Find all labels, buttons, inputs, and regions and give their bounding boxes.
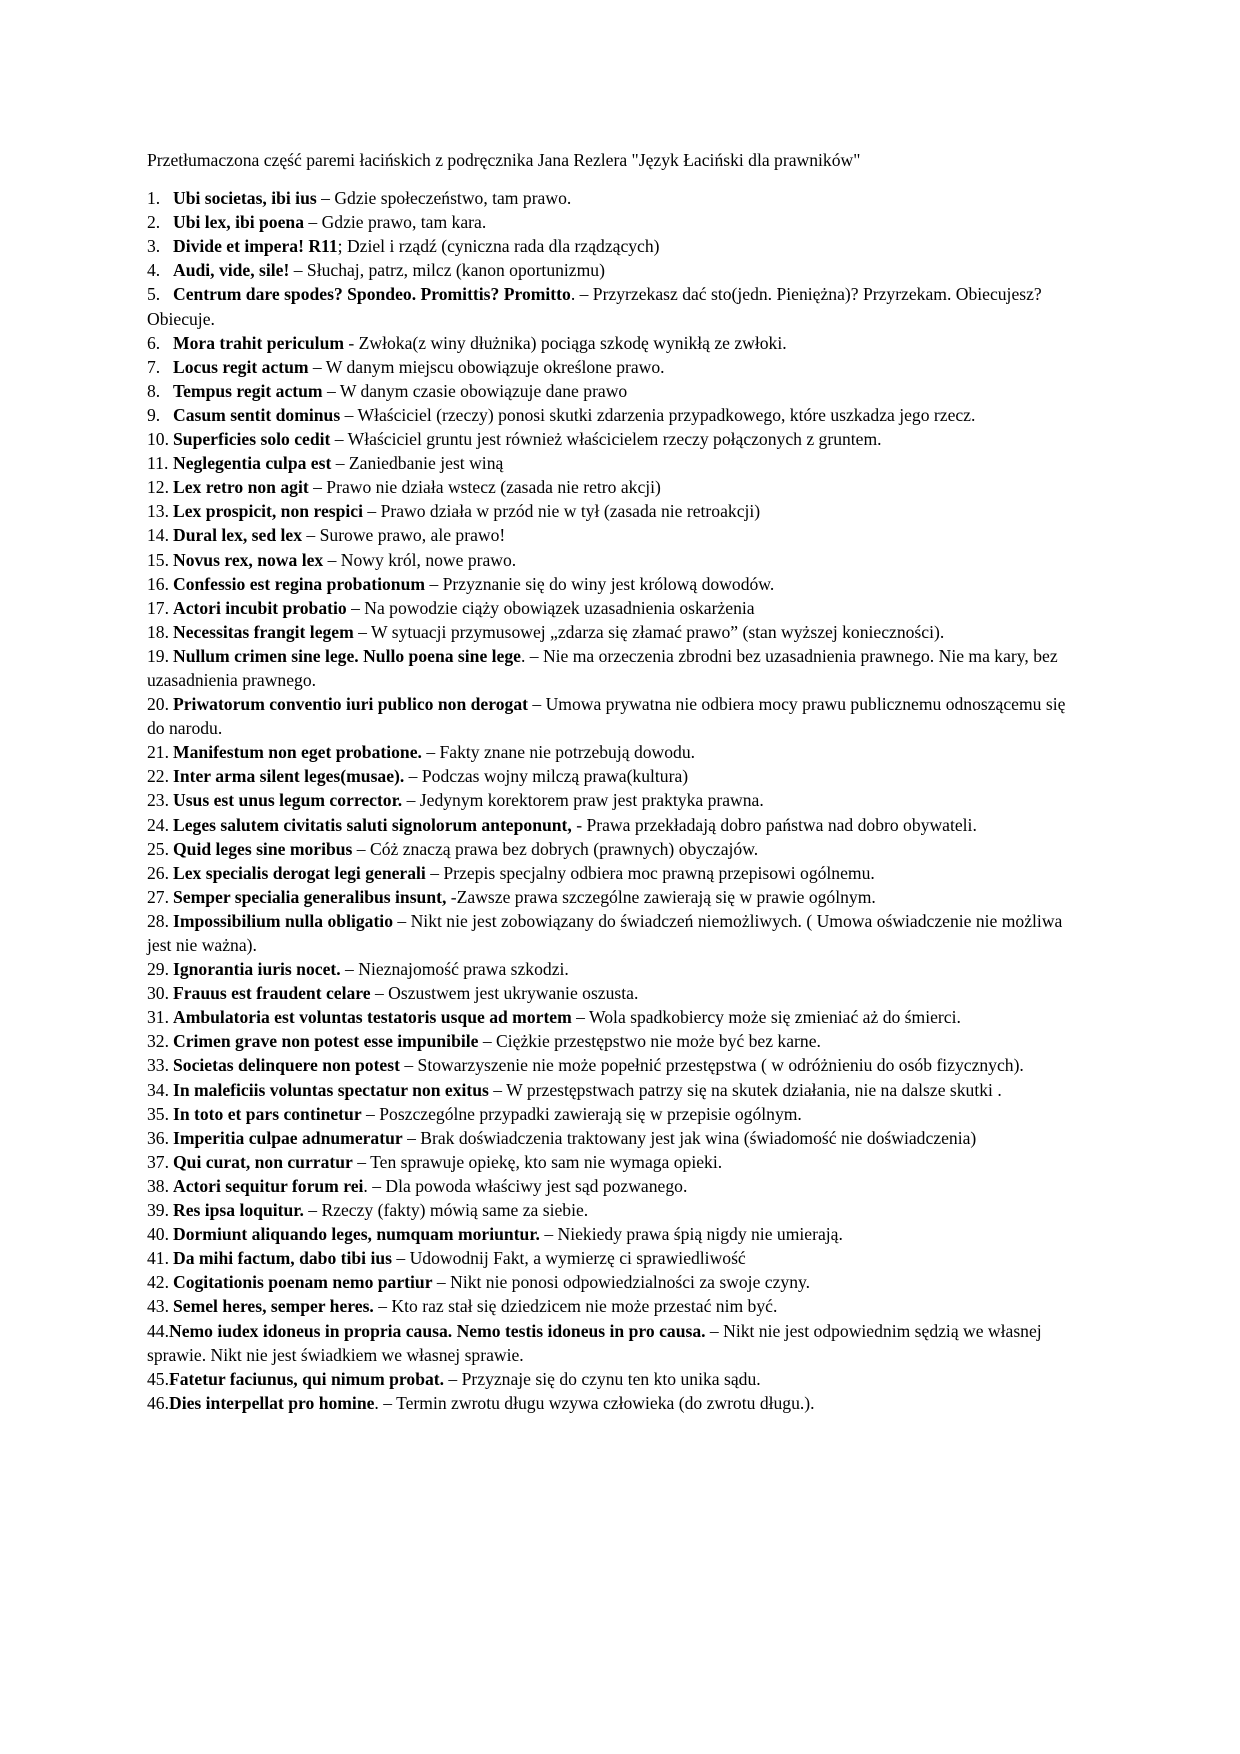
polish-translation: – Gdzie społeczeństwo, tam prawo.: [316, 188, 572, 209]
list-item: [147, 861, 1087, 885]
polish-translation: – Brak doświadczenia traktowany jest jak wina (świadomość nie doświadczenia): [402, 1127, 977, 1148]
polish-translation: ; Dziel i rządź (cyniczna rada dla rządzących): [337, 236, 660, 257]
latin-maxim: Ambulatoria est voluntas testatoris usque ad mortem: [173, 1007, 572, 1028]
polish-translation: – Zaniedbanie jest winą: [331, 453, 504, 474]
latin-maxim: Divide et impera! R11: [173, 236, 338, 257]
latin-maxim: Manifestum non eget probatione.: [173, 742, 422, 763]
list-item: [147, 740, 1087, 764]
item-number: 38.: [147, 1175, 169, 1196]
item-number: 7.: [147, 356, 161, 377]
list-item: [147, 403, 1087, 427]
latin-maxim: Semper specialia generalibus insunt,: [173, 886, 447, 907]
polish-translation: - Prawa przekładają dobro państwa nad dobro obywateli.: [571, 814, 977, 835]
polish-translation: – Niekiedy prawa śpią nigdy nie umierają.: [539, 1224, 843, 1245]
list-item: [147, 499, 1087, 523]
item-number: 14.: [147, 525, 169, 546]
list-item: [147, 1294, 1087, 1318]
item-number: 16.: [147, 573, 169, 594]
list-item: [147, 596, 1087, 620]
polish-translation: – Udowodnij Fakt, a wymierzę ci sprawiedliwość: [391, 1248, 746, 1269]
list-item: [147, 957, 1087, 981]
polish-translation: – Cóż znaczą prawa bez dobrych (prawnych) obyczajów.: [352, 838, 759, 859]
latin-maxim: Audi, vide, sile!: [173, 260, 290, 281]
polish-translation: – Rzeczy (fakty) mówią same za siebie.: [303, 1200, 589, 1221]
list-item: [147, 234, 1087, 258]
item-number: 32.: [147, 1031, 169, 1052]
list-item: [147, 788, 1087, 812]
polish-translation: – Nikt nie ponosi odpowiedzialności za swoje czyny.: [432, 1272, 811, 1293]
list-item: [147, 355, 1087, 379]
list-item: [147, 1174, 1087, 1198]
item-number: 8.: [147, 380, 161, 401]
polish-translation: – Właściciel (rzeczy) ponosi skutki zdarzenia przypadkowego, które uszkadza jego rzecz.: [340, 404, 976, 425]
polish-translation: – Podczas wojny milczą prawa(kultura): [404, 766, 689, 787]
list-item: [147, 644, 1087, 692]
item-number: 34.: [147, 1079, 169, 1100]
latin-maxim: Cogitationis poenam nemo partiur: [173, 1272, 433, 1293]
list-item: [147, 523, 1087, 547]
latin-maxim: Novus rex, nowa lex: [173, 549, 324, 570]
item-number: 5.: [147, 284, 161, 305]
latin-maxim: Impossibilium nulla obligatio: [173, 910, 393, 931]
polish-translation: – W danym czasie obowiązuje dane prawo: [322, 380, 628, 401]
item-number: 27.: [147, 886, 169, 907]
latin-maxim: Actori sequitur forum rei: [173, 1175, 364, 1196]
latin-maxim: Necessitas frangit legem: [173, 621, 354, 642]
item-number: 37.: [147, 1151, 169, 1172]
item-number: 42.: [147, 1272, 169, 1293]
list-item: [147, 692, 1087, 740]
polish-translation: – Surowe prawo, ale prawo!: [302, 525, 506, 546]
latin-maxim: Da mihi factum, dabo tibi ius: [173, 1248, 392, 1269]
latin-maxim: Imperitia culpae adnumeratur: [173, 1127, 403, 1148]
list-item: [147, 1198, 1087, 1222]
list-item: [147, 909, 1087, 957]
polish-translation: – Gdzie prawo, tam kara.: [304, 212, 487, 233]
list-item: [147, 1270, 1087, 1294]
item-number: 29.: [147, 959, 169, 980]
item-number: 36.: [147, 1127, 169, 1148]
item-number: 6.: [147, 332, 161, 353]
list-item: [147, 837, 1087, 861]
polish-translation: – Wola spadkobiercy może się zmieniać aż do śmierci.: [571, 1007, 961, 1028]
latin-maxim: Ubi societas, ibi ius: [173, 188, 317, 209]
paremia-list: [147, 186, 1087, 1415]
latin-maxim: Inter arma silent leges(musae).: [173, 766, 405, 787]
polish-translation: – Na powodzie ciąży obowiązek uzasadnienia oskarżenia: [346, 597, 755, 618]
polish-translation: – Poszczególne przypadki zawierają się w przepisie ogólnym.: [361, 1103, 802, 1124]
latin-maxim: In maleficiis voluntas spectatur non exitus: [173, 1079, 489, 1100]
list-item: [147, 1102, 1087, 1126]
latin-maxim: Qui curat, non curratur: [173, 1151, 353, 1172]
item-number: 24.: [147, 814, 169, 835]
latin-maxim: Frauus est fraudent celare: [173, 983, 371, 1004]
latin-maxim: Usus est unus legum corrector.: [173, 790, 403, 811]
latin-maxim: Mora trahit periculum: [173, 332, 345, 353]
latin-maxim: Dural lex, sed lex: [173, 525, 303, 546]
polish-translation: – Nowy król, nowe prawo.: [323, 549, 517, 570]
item-number: 35.: [147, 1103, 169, 1124]
polish-translation: – Nikt nie jest zobowiązany do świadczeń niemożliwych. ( Umowa oświadczenie nie możliwa jest nie ważna).: [147, 910, 1063, 955]
latin-maxim: Ignorantia iuris nocet.: [173, 959, 341, 980]
polish-translation: – Jedynym korektorem praw jest praktyka prawna.: [402, 790, 764, 811]
latin-maxim: Neglegentia culpa est: [173, 453, 332, 474]
item-number: 11.: [147, 453, 169, 474]
list-item: [147, 885, 1087, 909]
latin-maxim: Actori incubit probatio: [173, 597, 347, 618]
latin-maxim: Priwatorum conventio iuri publico non derogat: [173, 694, 528, 715]
polish-translation: . – Przyrzekasz dać sto(jedn. Pieniężna)? Przyrzekam. Obiecujesz? Obiecuje.: [147, 284, 1042, 329]
item-number: 15.: [147, 549, 169, 570]
item-number: 23.: [147, 790, 169, 811]
latin-maxim: Casum sentit dominus: [173, 404, 341, 425]
list-item: [147, 1222, 1087, 1246]
latin-maxim: In toto et pars continetur: [173, 1103, 362, 1124]
latin-maxim: Locus regit actum: [173, 356, 309, 377]
list-item: [147, 1150, 1087, 1174]
latin-maxim: Ubi lex, ibi poena: [173, 212, 304, 233]
latin-maxim: Lex retro non agit: [173, 477, 309, 498]
latin-maxim: Centrum dare spodes? Spondeo. Promittis? Promitto: [173, 284, 571, 305]
list-item: [147, 572, 1087, 596]
list-item: [147, 981, 1087, 1005]
item-number: 3.: [147, 236, 161, 257]
polish-translation: -Zawsze prawa szczególne zawierają się w prawie ogólnym.: [446, 886, 876, 907]
polish-translation: – Nieznajomość prawa szkodzi.: [340, 959, 569, 980]
latin-maxim: Confessio est regina probationum: [173, 573, 426, 594]
list-item: [147, 475, 1087, 499]
item-number: 2.: [147, 212, 161, 233]
list-item: [147, 764, 1087, 788]
polish-translation: - Zwłoka(z winy dłużnika) pociąga szkodę wynikłą ze zwłoki.: [344, 332, 787, 353]
item-number: 33.: [147, 1055, 169, 1076]
list-item: [147, 1053, 1087, 1077]
item-number: 20.: [147, 694, 169, 715]
polish-translation: . – Nie ma orzeczenia zbrodni bez uzasadnienia prawnego. Nie ma kary, bez uzasadnienia prawnego.: [147, 645, 1058, 690]
latin-maxim: Tempus regit actum: [173, 380, 323, 401]
list-item: [147, 1078, 1087, 1102]
list-item: [147, 620, 1087, 644]
document-title: Przetłumaczona część paremi łacińskich z podręcznika Jana Rezlera "Język Łaciński dla prawników": [147, 150, 861, 170]
item-number: 19.: [147, 645, 169, 666]
list-item: [147, 331, 1087, 355]
polish-translation: – Prawo nie działa wstecz (zasada nie retro akcji): [308, 477, 661, 498]
latin-maxim: Dormiunt aliquando leges, numquam moriuntur.: [173, 1224, 540, 1245]
latin-maxim: Crimen grave non potest esse impunibile: [173, 1031, 479, 1052]
item-number: 9.: [147, 404, 161, 425]
item-number: 22.: [147, 766, 169, 787]
item-number: 39.: [147, 1200, 169, 1221]
latin-maxim: Quid leges sine moribus: [173, 838, 353, 859]
polish-translation: – W sytuacji przymusowej „zdarza się złamać prawo” (stan wyższej konieczności).: [353, 621, 945, 642]
polish-translation: – Fakty znane nie potrzebują dowodu.: [421, 742, 696, 763]
polish-translation: – Ciężkie przestępstwo nie może być bez karne.: [478, 1031, 821, 1052]
latin-maxim: Nemo iudex idoneus in propria causa. Nemo testis idoneus in pro causa.: [169, 1320, 706, 1341]
latin-maxim: Lex prospicit, non respici: [173, 501, 363, 522]
list-item: [147, 186, 1087, 210]
polish-translation: – Ten sprawuje opiekę, kto sam nie wymaga opieki.: [352, 1151, 723, 1172]
list-item: [147, 813, 1087, 837]
polish-translation: – Umowa prywatna nie odbiera mocy prawu publicznemu odnoszącemu się do narodu.: [147, 694, 1066, 739]
list-item: [147, 548, 1087, 572]
latin-maxim: Leges salutem civitatis saluti signolorum anteponunt,: [173, 814, 572, 835]
polish-translation: – W przestępstwach patrzy się na skutek działania, nie na dalsze skutki .: [488, 1079, 1002, 1100]
polish-translation: – Prawo działa w przód nie w tył (zasada nie retroakcji): [362, 501, 761, 522]
list-item: [147, 210, 1087, 234]
item-number: 4.: [147, 260, 161, 281]
polish-translation: – Oszustwem jest ukrywanie oszusta.: [370, 983, 639, 1004]
latin-maxim: Societas delinquere non potest: [173, 1055, 400, 1076]
latin-maxim: Res ipsa loquitur.: [173, 1200, 304, 1221]
list-item: [147, 1126, 1087, 1150]
list-item: [147, 1391, 1087, 1415]
item-number: 10.: [147, 429, 169, 450]
polish-translation: – W danym miejscu obowiązuje określone prawo.: [308, 356, 665, 377]
polish-translation: – Stowarzyszenie nie może popełnić przestępstwa ( w odróżnieniu do osób fizycznych).: [399, 1055, 1024, 1076]
latin-maxim: Fatetur faciunus, qui nimum probat.: [169, 1368, 445, 1389]
item-number: 25.: [147, 838, 169, 859]
list-item: [147, 1319, 1087, 1367]
list-item: [147, 1367, 1087, 1391]
polish-translation: – Słuchaj, patrz, milcz (kanon oportunizmu): [289, 260, 605, 281]
item-number: 31.: [147, 1007, 169, 1028]
list-item: [147, 379, 1087, 403]
latin-maxim: Semel heres, semper heres.: [173, 1296, 374, 1317]
latin-maxim: Nullum crimen sine lege. Nullo poena sine lege: [173, 645, 521, 666]
item-number: 43.: [147, 1296, 169, 1317]
item-number: 26.: [147, 862, 169, 883]
item-number: 1.: [147, 188, 161, 209]
item-number: 30.: [147, 983, 169, 1004]
item-number: 46.: [147, 1392, 169, 1413]
polish-translation: – Właściciel gruntu jest również właścicielem rzeczy połączonych z gruntem.: [330, 429, 882, 450]
list-item: [147, 1029, 1087, 1053]
item-number: 17.: [147, 597, 169, 618]
item-number: 12.: [147, 477, 169, 498]
polish-translation: . – Dla powoda właściwy jest sąd pozwanego.: [363, 1175, 688, 1196]
item-number: 41.: [147, 1248, 169, 1269]
list-item: [147, 451, 1087, 475]
polish-translation: – Przepis specjalny odbiera moc prawną przepisowi ogólnemu.: [425, 862, 875, 883]
latin-maxim: Superficies solo cedit: [173, 429, 331, 450]
item-number: 45.: [147, 1368, 169, 1389]
latin-maxim: Dies interpellat pro homine: [169, 1392, 375, 1413]
polish-translation: . – Termin zwrotu długu wzywa człowieka (do zwrotu długu.).: [374, 1392, 815, 1413]
polish-translation: – Nikt nie jest odpowiednim sędzią we własnej sprawie. Nikt nie jest świadkiem we własnej sprawie.: [147, 1320, 1042, 1365]
polish-translation: – Przyznanie się do winy jest królową dowodów.: [425, 573, 775, 594]
polish-translation: – Kto raz stał się dziedzicem nie może przestać nim być.: [373, 1296, 778, 1317]
list-item: [147, 282, 1087, 330]
item-number: 40.: [147, 1224, 169, 1245]
item-number: 21.: [147, 742, 169, 763]
list-item: [147, 1246, 1087, 1270]
item-number: 28.: [147, 910, 169, 931]
latin-maxim: Lex specialis derogat legi generali: [173, 862, 426, 883]
item-number: 44.: [147, 1320, 169, 1341]
list-item: [147, 427, 1087, 451]
item-number: 13.: [147, 501, 169, 522]
document-page: [147, 148, 1087, 1415]
item-number: 18.: [147, 621, 169, 642]
list-item: [147, 1005, 1087, 1029]
list-item: [147, 258, 1087, 282]
polish-translation: – Przyznaje się do czynu ten kto unika sądu.: [444, 1368, 761, 1389]
